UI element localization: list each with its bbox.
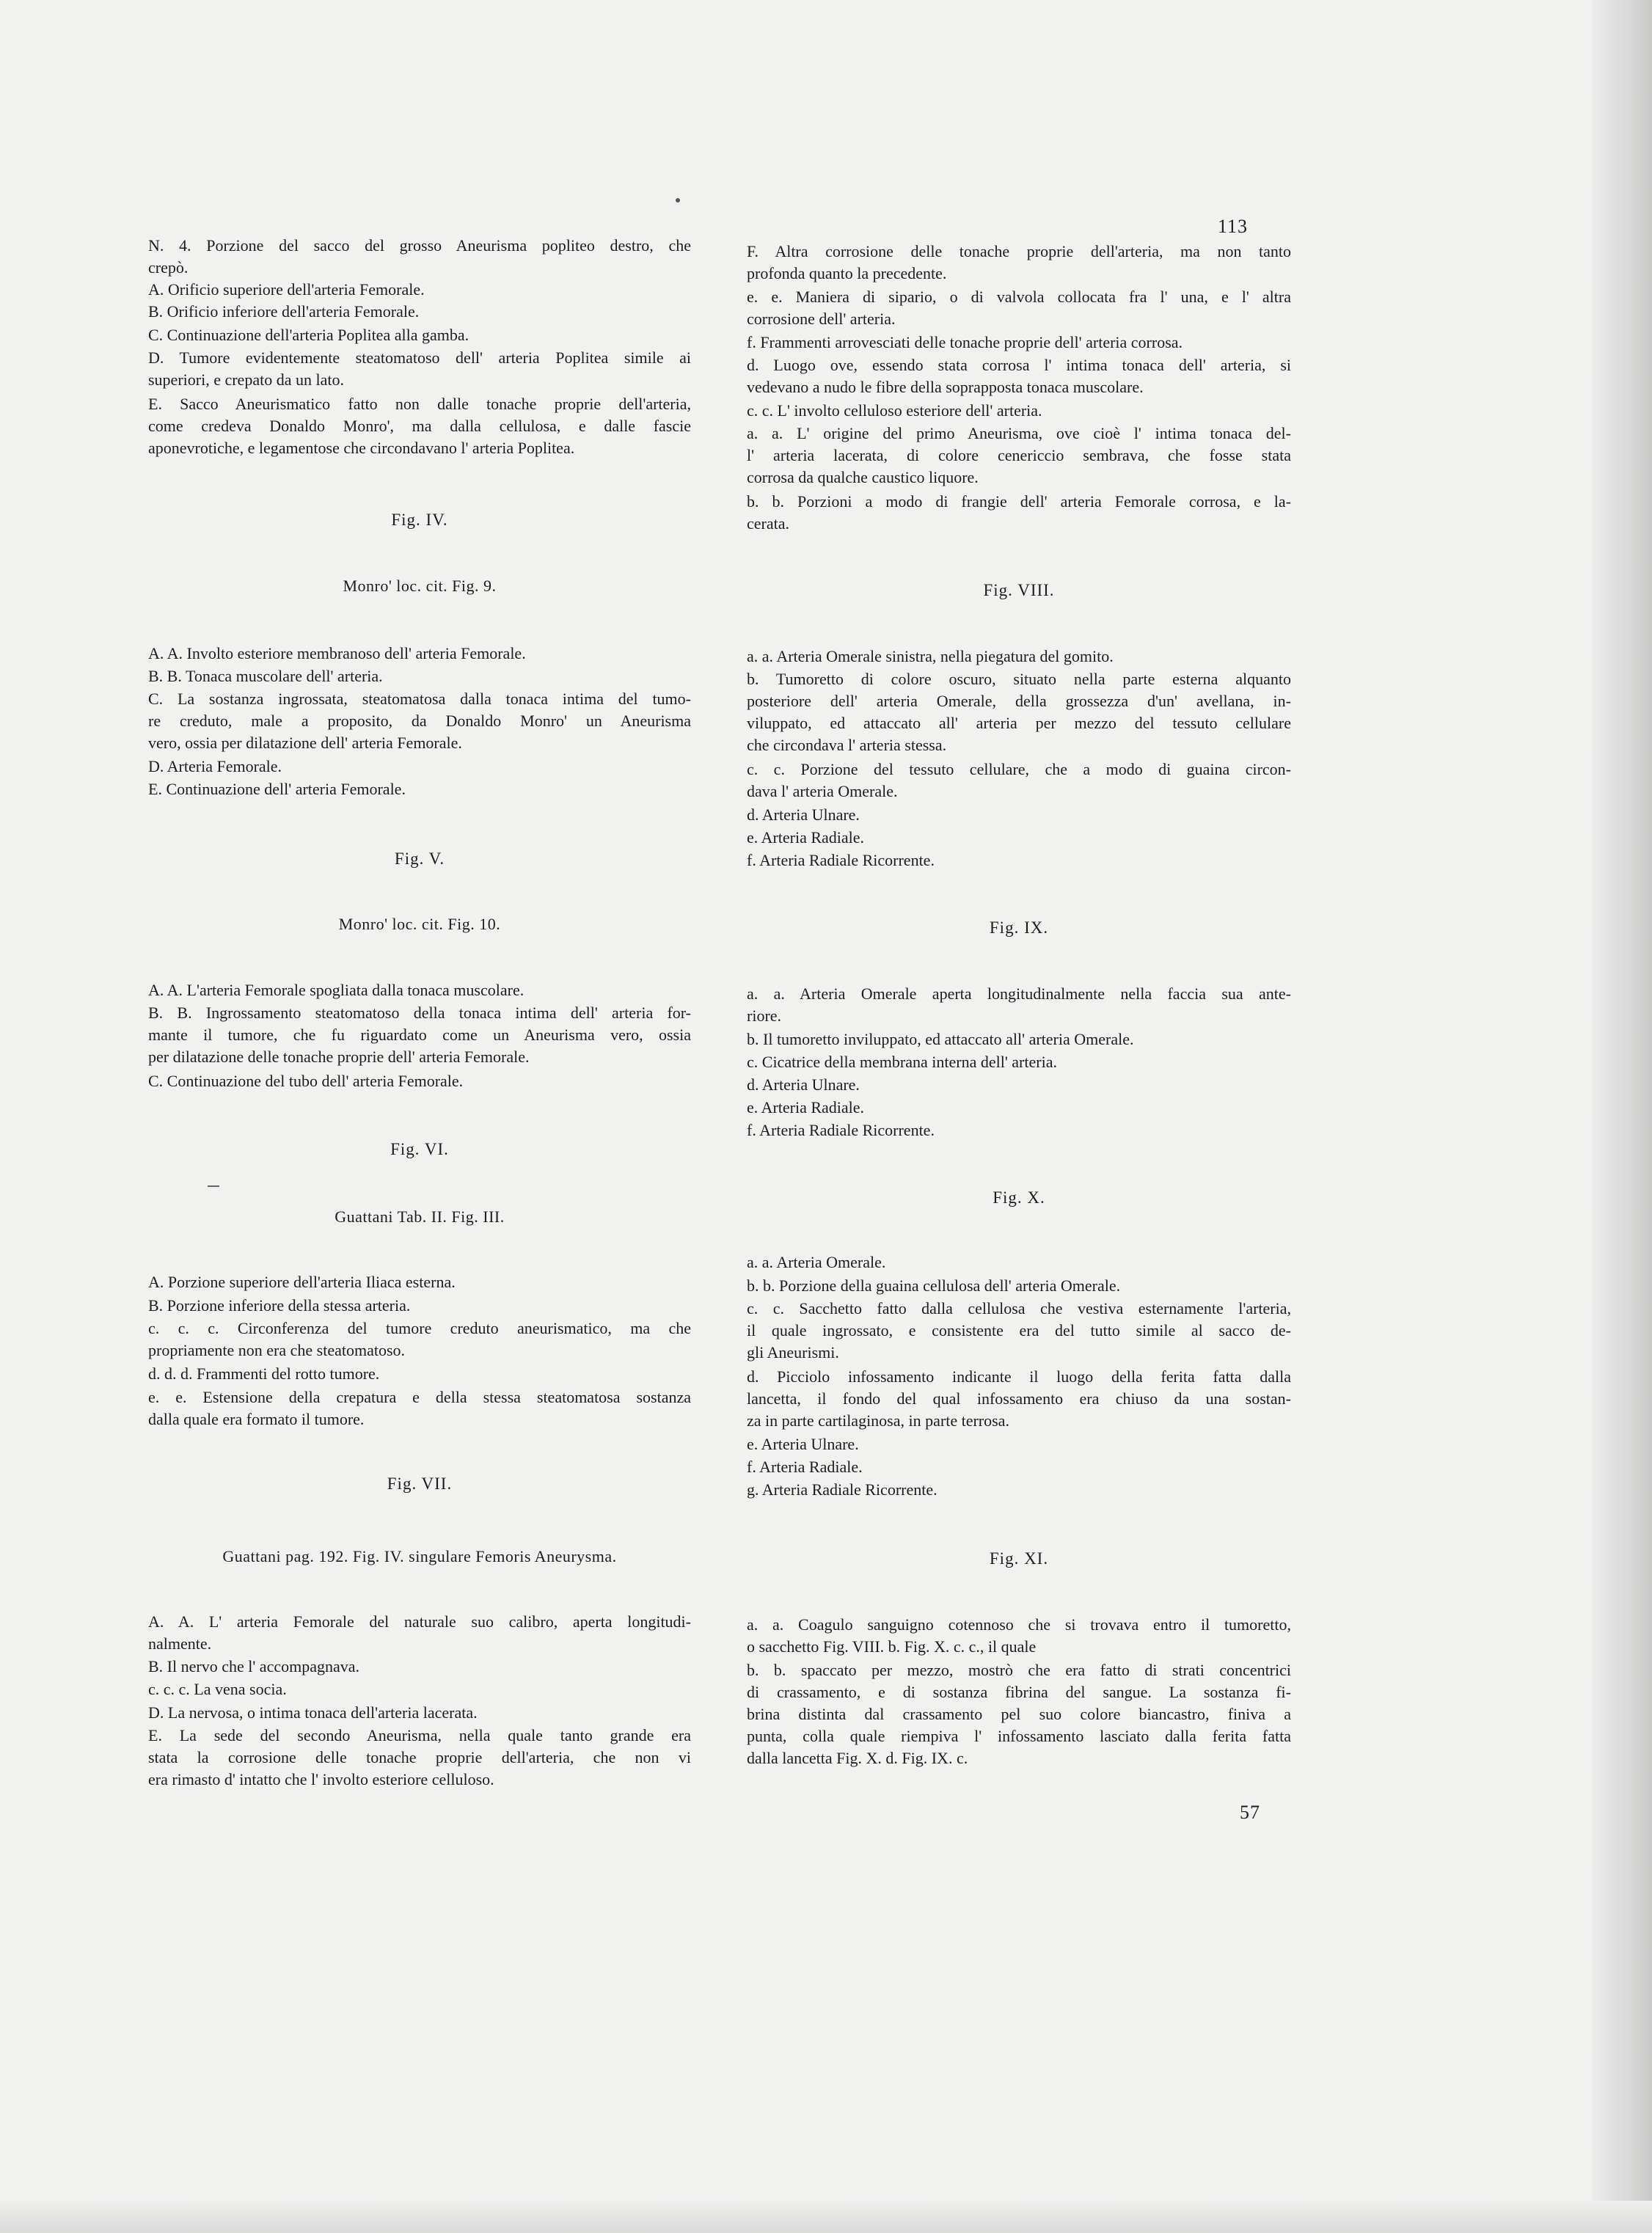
text-line: E. La sede del secondo Aneurisma, nella quale tanto grande era	[148, 1726, 691, 1744]
text-line: B. Orificio inferiore dell'arteria Femorale.	[148, 302, 420, 321]
figure-heading: Fig. VII.	[387, 1474, 453, 1493]
text-line: d. d. d. Frammenti del rotto tumore.	[148, 1364, 380, 1383]
text-line: d. Arteria Ulnare.	[747, 805, 860, 824]
legend-item	[148, 301, 691, 323]
legend-item	[148, 393, 691, 459]
text-line: A. A. L'arteria Femorale spogliata dalla tonaca muscolare.	[148, 981, 525, 999]
text-line: che circondava l' arteria stessa.	[747, 736, 947, 754]
legend-item	[747, 983, 1291, 1027]
legend-item	[747, 286, 1291, 330]
text-line: di crassamento, e di sostanza fibrina del sangue. La sostanza fi-	[747, 1683, 1291, 1701]
legend-item	[747, 1028, 1291, 1050]
text-line: f. Arteria Radiale Ricorrente.	[747, 851, 935, 869]
legend-item	[747, 1097, 1291, 1119]
text-line: riore.	[747, 1006, 782, 1025]
text-line: superiori, e crepato da un lato.	[148, 370, 344, 389]
text-line: a. a. L' origine del primo Aneurisma, ove cioè l' intima tonaca del-	[747, 424, 1291, 442]
text-line: c. c. c. Circonferenza del tumore creduto aneurismatico, ma che	[148, 1319, 691, 1337]
page-bottom-shadow	[0, 2201, 1652, 2233]
figure-reference: Monro' loc. cit. Fig. 9.	[343, 577, 497, 595]
text-line: propriamente non era che steatomatoso.	[148, 1341, 406, 1359]
text-line: C. La sostanza ingrossata, steatomatosa dalla tonaca intima del tumo-	[148, 690, 691, 708]
text-line: e. Arteria Radiale.	[747, 828, 865, 847]
legend-item	[747, 1433, 1291, 1455]
text-line: crepò.	[148, 258, 189, 277]
legend-item	[148, 1725, 691, 1791]
text-line: b. b. Porzione della guaina cellulosa dell' arteria Omerale.	[747, 1276, 1121, 1295]
legend-item	[747, 1051, 1291, 1073]
text-line: za in parte cartilaginosa, in parte terrosa.	[747, 1411, 1009, 1430]
text-line: f. Arteria Radiale.	[747, 1458, 863, 1476]
text-line: B. Porzione inferiore della stessa arteria.	[148, 1296, 411, 1315]
page-number-bottom: 57	[1240, 1802, 1260, 1823]
text-line: profonda quanto la precedente.	[747, 264, 947, 282]
legend-item	[148, 347, 691, 391]
text-line: c. c. c. La vena socia.	[148, 1680, 287, 1698]
text-line: d. Luogo ove, essendo stata corrosa l' intima tonaca dell' arteria, si	[747, 356, 1291, 374]
text-line: posteriore dell' arteria Omerale, della grossezza d'un' avellana, in-	[747, 692, 1291, 710]
legend-item	[747, 1366, 1291, 1432]
figure-heading: Fig. V.	[394, 849, 445, 868]
text-line: c. c. L' involto celluloso esteriore dell' arteria.	[747, 401, 1042, 420]
text-line: b. b. spaccato per mezzo, mostrò che era fatto di strati concentrici	[747, 1661, 1291, 1679]
figure-reference: Monro' loc. cit. Fig. 10.	[338, 915, 501, 933]
text-line: D. La nervosa, o intima tonaca dell'arteria lacerata.	[148, 1703, 478, 1722]
text-line: A. A. Involto esteriore membranoso dell' arteria Femorale.	[148, 644, 526, 662]
text-line: b. Tumoretto di colore oscuro, situato nella parte esterna alquanto	[747, 670, 1291, 688]
text-line: punta, colla quale riempiva l' infossamento lasciato dalla ferita fatta	[747, 1727, 1291, 1745]
legend-item	[148, 324, 691, 346]
text-line: il quale ingrossato, e consistente era del tutto simile al sacco de-	[747, 1321, 1291, 1340]
text-line: b. Il tumoretto inviluppato, ed attaccato all' arteria Omerale.	[747, 1030, 1134, 1048]
legend-item	[148, 756, 691, 778]
text-line: c. c. Sacchetto fatto dalla cellulosa che vestiva esternamente l'arteria,	[747, 1299, 1291, 1317]
text-line: e. e. Maniera di sipario, o di valvola collocata fra l' una, e l' altra	[747, 288, 1291, 306]
text-line: lancetta, il fondo del qual infossamento era chiuso da una sostan-	[747, 1389, 1291, 1408]
legend-item	[747, 400, 1291, 422]
text-line: B. Il nervo che l' accompagnava.	[148, 1657, 360, 1675]
text-line: per dilatazione delle tonache proprie dell' arteria Femorale.	[148, 1048, 530, 1066]
text-line: f. Frammenti arrovesciati delle tonache proprie dell' arteria corrosa.	[747, 333, 1183, 351]
text-line: a. a. Arteria Omerale.	[747, 1253, 886, 1271]
page-number-top: 113	[1218, 216, 1249, 237]
legend-item	[148, 1702, 691, 1724]
legend-item	[747, 1251, 1291, 1273]
legend-item	[747, 241, 1291, 285]
text-line: c. Cicatrice della membrana interna dell' arteria.	[747, 1053, 1057, 1071]
legend-item	[148, 1678, 691, 1700]
text-line: aponevrotiche, e legamentose che circondavano l' arteria Poplitea.	[148, 439, 575, 457]
legend-item	[747, 491, 1291, 535]
text-line: E. Sacco Aneurismatico fatto non dalle tonache proprie dell'arteria,	[148, 395, 691, 413]
legend-item	[747, 1659, 1291, 1769]
text-line: C. Continuazione dell'arteria Poplitea alla gamba.	[148, 326, 469, 344]
figure-heading: Fig. VI.	[390, 1140, 449, 1158]
page-edge-shadow	[1592, 0, 1652, 2233]
text-line: F. Altra corrosione delle tonache proprie dell'arteria, ma non tanto	[747, 242, 1291, 260]
figure-reference: Guattani Tab. II. Fig. III.	[335, 1207, 505, 1226]
figure-heading: Fig. X.	[993, 1188, 1045, 1207]
legend-item	[148, 1271, 691, 1293]
text-line: N. 4. Porzione del sacco del grosso Aneurisma popliteo destro, che	[148, 236, 691, 255]
legend-item	[148, 1611, 691, 1655]
text-line: B. B. Ingrossamento steatomatoso della tonaca intima dell' arteria for-	[148, 1004, 691, 1022]
ink-mark	[676, 198, 680, 202]
text-line: come credeva Donaldo Monro', ma dalla cellulosa, e dalle fascie	[148, 417, 691, 435]
text-line: nalmente.	[148, 1634, 212, 1653]
legend-item	[747, 354, 1291, 398]
text-line: vero, ossia per dilatazione dell' arteria Femorale.	[148, 734, 462, 752]
text-line: E. Continuazione dell' arteria Femorale.	[148, 780, 406, 798]
text-line: d. Picciolo infossamento indicante il luogo della ferita fatta dalla	[747, 1367, 1291, 1386]
legend-item	[148, 1070, 691, 1092]
legend-item	[148, 688, 691, 754]
text-line: e. Arteria Radiale.	[747, 1098, 865, 1116]
legend-item	[747, 332, 1291, 354]
legend-item	[148, 643, 691, 665]
text-line: gli Aneurismi.	[747, 1343, 839, 1362]
text-line: l' arteria lacerata, di colore cenericcio sembrava, che fosse stata	[747, 446, 1291, 464]
text-line: corrosione dell' arteria.	[747, 310, 896, 328]
text-line: b. b. Porzioni a modo di frangie dell' arteria Femorale corrosa, e la-	[747, 492, 1291, 511]
legend-item	[747, 1456, 1291, 1478]
legend-item	[747, 646, 1291, 668]
legend-item	[148, 1386, 691, 1430]
legend-item	[148, 778, 691, 800]
text-line: A. Orificio superiore dell'arteria Femorale.	[148, 280, 425, 299]
text-line: mante il tumore, che fu riguardato come un Aneurisma vero, ossia	[148, 1026, 691, 1044]
text-line: C. Continuazione del tubo dell' arteria Femorale.	[148, 1072, 464, 1090]
text-line: stata la corrosione delle tonache proprie dell'arteria, che non vi	[148, 1748, 691, 1766]
figure-heading: Fig. VIII.	[983, 581, 1055, 599]
legend-item	[747, 668, 1291, 756]
text-line: vedevano a nudo le fibre della soprapposta tonaca muscolare.	[747, 378, 1144, 396]
text-line: A. A. L' arteria Femorale del naturale suo calibro, aperta longitudi-	[148, 1612, 691, 1631]
text-line: cerata.	[747, 514, 789, 533]
text-line: a. a. Coagulo sanguigno cotennoso che si trovava entro il tumoretto,	[747, 1615, 1291, 1634]
text-line: era rimasto d' intatto che l' involto esteriore celluloso.	[148, 1770, 494, 1788]
legend-item	[747, 827, 1291, 849]
text-line: corrosa da qualche caustico liquore.	[747, 468, 979, 486]
legend-item	[747, 804, 1291, 826]
legend-item	[148, 1295, 691, 1317]
text-line: o sacchetto Fig. VIII. b. Fig. X. c. c., il quale	[747, 1637, 1037, 1656]
legend-item	[747, 1298, 1291, 1364]
legend-item	[747, 759, 1291, 803]
legend-item	[747, 1119, 1291, 1141]
legend-item	[148, 1656, 691, 1678]
text-line: D. Tumore evidentemente steatomatoso dell' arteria Poplitea simile ai	[148, 348, 691, 367]
text-line: dava l' arteria Omerale.	[747, 782, 898, 800]
legend-item	[747, 423, 1291, 489]
figure-heading: Fig. XI.	[989, 1549, 1049, 1568]
text-line: a. a. Arteria Omerale aperta longitudinalmente nella faccia sua ante-	[747, 984, 1291, 1003]
legend-item	[148, 979, 691, 1001]
text-line: d. Arteria Ulnare.	[747, 1075, 860, 1094]
text-line: e. Arteria Ulnare.	[747, 1435, 859, 1453]
legend-item	[148, 1002, 691, 1068]
n4-heading	[148, 235, 691, 279]
text-line: re creduto, male a proposito, da Donaldo Monro' un Aneurisma	[148, 712, 691, 730]
text-line: viluppato, ed attaccato all' arteria per mezzo del tessuto cellulare	[747, 714, 1291, 732]
figure-heading: Fig. IX.	[989, 918, 1049, 937]
legend-item	[747, 1275, 1291, 1297]
ink-mark	[208, 1185, 219, 1187]
text-line: g. Arteria Radiale Ricorrente.	[747, 1480, 938, 1499]
legend-item	[747, 1479, 1291, 1501]
legend-item	[747, 1614, 1291, 1658]
legend-item	[148, 665, 691, 687]
text-line: brina distinta dal crassamento pel suo colore biancastro, finiva a	[747, 1705, 1291, 1723]
text-line: B. B. Tonaca muscolare dell' arteria.	[148, 667, 383, 685]
legend-item	[747, 849, 1291, 871]
legend-item	[148, 279, 691, 301]
figure-reference: Guattani pag. 192. Fig. IV. singulare Femoris Aneurysma.	[222, 1547, 617, 1565]
text-line: dalla quale era formato il tumore.	[148, 1410, 365, 1428]
text-line: f. Arteria Radiale Ricorrente.	[747, 1121, 935, 1139]
figure-heading: Fig. IV.	[391, 511, 448, 529]
text-line: c. c. Porzione del tessuto cellulare, che a modo di guaina circon-	[747, 760, 1291, 778]
text-line: a. a. Arteria Omerale sinistra, nella piegatura del gomito.	[747, 647, 1114, 665]
legend-item	[148, 1363, 691, 1385]
text-line: e. e. Estensione della crepatura e della stessa steatomatosa sostanza	[148, 1388, 691, 1406]
text-line: D. Arteria Femorale.	[148, 757, 282, 775]
legend-item	[747, 1074, 1291, 1096]
legend-item	[148, 1317, 691, 1362]
text-line: dalla lancetta Fig. X. d. Fig. IX. c.	[747, 1749, 968, 1767]
text-line: A. Porzione superiore dell'arteria Iliaca esterna.	[148, 1273, 456, 1291]
